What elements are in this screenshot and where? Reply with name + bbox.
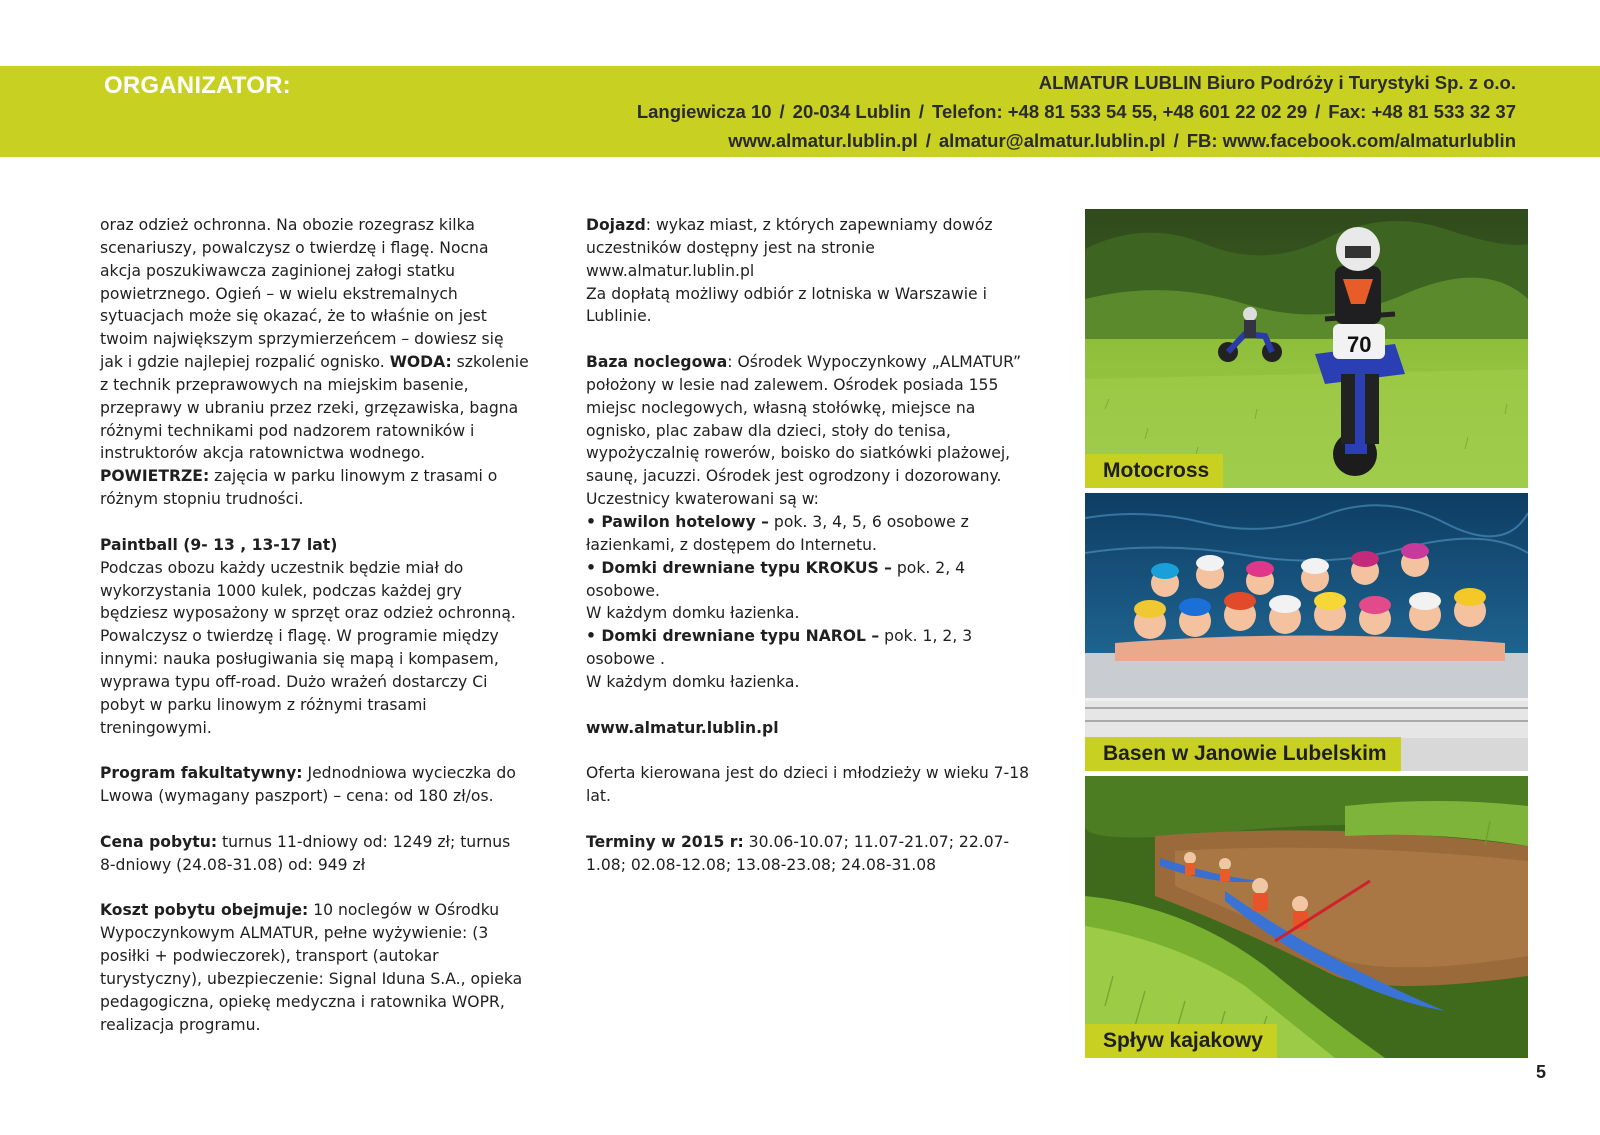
- program-text: Jednodniowa wycieczka do Lwowa (wymagany paszport) – cena: od 180 zł/os.: [100, 764, 516, 806]
- accommodation-label: Baza noclegowa: [586, 353, 728, 372]
- lodging-narol-text: pok. 1, 2, 3 osobowe .: [586, 627, 973, 669]
- powietrze-text: zajęcia w parku linowym z trasami o różnym stopniu trudności.: [100, 467, 498, 509]
- lodging-hotel-label: • Pawilon hotelowy –: [586, 512, 769, 531]
- accommodation-text: : Ośrodek Wypoczynkowy „ALMATUR” położony w lesie nad zalewem. Ośrodek posiada 155 miejsc noclegowych, własną stołówkę, miejsce na ognisko, plac zabaw dla dzieci, stoły do tenisa, wypożyczalnię rowerów, boisko do siatkówki plażowej, saunę, jacuzzi. Ośrodek jest ogrodzony i dozorowany.: [586, 353, 1022, 486]
- cost-includes-label: Koszt pobytu obejmuje:: [100, 901, 309, 920]
- web-line: [637, 126, 1516, 155]
- spacer: [586, 328, 1031, 351]
- transport-label: Dojazd: [586, 216, 646, 234]
- lodging-krokus-label: • Domki drewniane typu KROKUS –: [586, 558, 892, 577]
- paintball-paragraph: Podczas obozu każdy uczestnik będzie miał do wykorzystania 1000 kulek, podczas każdej gry będziesz wyposażony w sprzęt oraz odzież ochronną. Powalczysz o twierdzę i flagę. W programie między innymi: nauka posługiwania się mapą i kompasem, wyprawa typu off-road. Dużo wrażeń dostarczy Ci pobyt w parku linowym z różnymi trasami treningowymi.: [100, 558, 516, 737]
- program-paragraph: [100, 762, 530, 808]
- phone-numbers: Telefon: +48 81 533 54 55, +48 601 22 02 29: [932, 101, 1308, 122]
- company-name: ALMATUR LUBLIN: [1038, 72, 1202, 93]
- svg-text:70: 70: [1347, 332, 1372, 357]
- intro-text: oraz odzież ochronna. Na obozie rozegrasz kilka scenariuszy, powalczysz o twierdzę i flagę. Nocna akcja poszukiwawcza zaginionej załogi statku powietrznego. Ogień – w wielu ekstremalnych sytuacjach może się okazać, że to właśnie on jest twoim największym sprzymierzeńcem – dowiesz się jak i gdzie najlepiej rozpalić ognisko.: [100, 216, 504, 372]
- motocross-photo: [1085, 209, 1528, 488]
- organizer-label: ORGANIZATOR:: [104, 72, 291, 99]
- company-name-rest: Biuro Podróży i Turystyki Sp. z o.o.: [1201, 72, 1516, 93]
- paintball-heading-text: Paintball (9- 13 , 13-17 lat): [100, 535, 338, 554]
- dates-label: Terminy w 2015 r:: [586, 832, 744, 851]
- left-text-column: [100, 214, 530, 1036]
- website-link-bold[interactable]: www.almatur.lublin.pl: [586, 718, 779, 737]
- lodging-item-hotel: [586, 511, 1031, 557]
- lodging-narol-bathroom: W każdym domku łazienka.: [586, 672, 800, 691]
- spacer: [586, 694, 1031, 717]
- lodging-intro: Uczestnicy kwaterowani są w:: [586, 490, 819, 509]
- lodging-krokus-text: pok. 2, 4 osobowe.: [586, 558, 966, 600]
- woda-label: WODA:: [389, 353, 452, 372]
- street-address: Langiewicza 10: [636, 101, 772, 122]
- swimming-pool-photo: [1085, 493, 1528, 771]
- intro-paragraph: [100, 214, 530, 511]
- kayaking-caption: Spływ kajakowy: [1085, 1024, 1277, 1058]
- swimming-pool-image: [1085, 493, 1528, 771]
- separator: /: [1173, 130, 1179, 151]
- accommodation-paragraph: [586, 351, 1031, 488]
- spacer: [100, 808, 530, 831]
- program-label: Program fakultatywny:: [100, 764, 303, 783]
- website-link[interactable]: www.almatur.lublin.pl: [728, 130, 918, 151]
- separator: /: [779, 101, 785, 122]
- transport-text: : wykaz miast, z których zapewniamy dowóz uczestników dostępny jest na stronie www.almatur.lublin.pl: [586, 216, 993, 280]
- separator: /: [918, 101, 925, 122]
- organizer-contact: [637, 68, 1516, 155]
- address-line: [637, 97, 1516, 126]
- cost-includes-text: 10 noclegów w Ośrodku Wypoczynkowym ALMATUR, pełne wyżywienie: (3 posiłki + podwieczorek), transport (autokar turystyczny), ubezpieczenie: Signal Iduna S.A., opieka pedagogiczna, opiekę medyczna i ratownika WOPR, realizacja programu.: [100, 901, 523, 1034]
- dates-paragraph: [586, 831, 1031, 877]
- lodging-krokus-bathroom: W każdym domku łazienka.: [586, 604, 800, 623]
- website-paragraph: [586, 717, 1031, 740]
- spacer: [586, 739, 1031, 762]
- pool-caption: Basen w Janowie Lubelskim: [1085, 737, 1401, 771]
- lodging-item-krokus: [586, 557, 1031, 603]
- cost-includes-paragraph: [100, 899, 530, 1036]
- powietrze-label: POWIETRZE:: [100, 467, 210, 486]
- transport-paragraph: [586, 214, 1031, 283]
- facebook-link[interactable]: FB: www.facebook.com/almaturlublin: [1186, 130, 1516, 151]
- spacer: [100, 876, 530, 899]
- kayaking-photo: [1085, 776, 1528, 1058]
- company-line: [637, 68, 1516, 97]
- woda-text: szkolenie z technik przeprawowych na miejskim basenie, przeprawy w ubraniu przez rzeki, grzęzawiska, bagna różnymi technikami pod nadzorem ratowników i instruktorów akcja ratownictwa wodnego.: [100, 353, 529, 463]
- motocross-caption: Motocross: [1085, 454, 1223, 488]
- spacer: [100, 511, 530, 534]
- spacer: [586, 808, 1031, 831]
- spacer: [100, 739, 530, 762]
- motocross-image: [1085, 209, 1528, 488]
- airport-pickup-text: Za dopłatą możliwy odbiór z lotniska w Warszawie i Lublinie.: [586, 284, 987, 326]
- lodging-narol-label: • Domki drewniane typu NAROL –: [586, 627, 880, 646]
- fax-number: Fax: +48 81 533 32 37: [1328, 101, 1516, 122]
- price-paragraph: [100, 831, 530, 877]
- price-label: Cena pobytu:: [100, 832, 218, 851]
- paintball-heading: [100, 534, 530, 557]
- middle-text-column: [586, 214, 1031, 876]
- price-text: turnus 11-dniowy od: 1249 zł; turnus 8-dniowy (24.08-31.08) od: 949 zł: [100, 832, 511, 874]
- offer-paragraph: Oferta kierowana jest do dzieci i młodzieży w wieku 7-18 lat.: [586, 764, 1030, 806]
- email-link[interactable]: almatur@almatur.lublin.pl: [938, 130, 1166, 151]
- organizer-banner: [0, 66, 1600, 157]
- dates-text: 30.06-10.07; 11.07-21.07; 22.07-1.08; 02.08-12.08; 13.08-23.08; 24.08-31.08: [586, 832, 1010, 874]
- lodging-hotel-text: pok. 3, 4, 5, 6 osobowe z łazienkami, z dostępem do Internetu.: [586, 512, 969, 554]
- separator: /: [1315, 101, 1321, 122]
- page-number: 5: [1536, 1062, 1547, 1082]
- kayaking-image: [1085, 776, 1528, 1058]
- separator: /: [925, 130, 931, 151]
- lodging-item-narol: [586, 625, 1031, 671]
- postal-city: 20-034 Lublin: [792, 101, 911, 122]
